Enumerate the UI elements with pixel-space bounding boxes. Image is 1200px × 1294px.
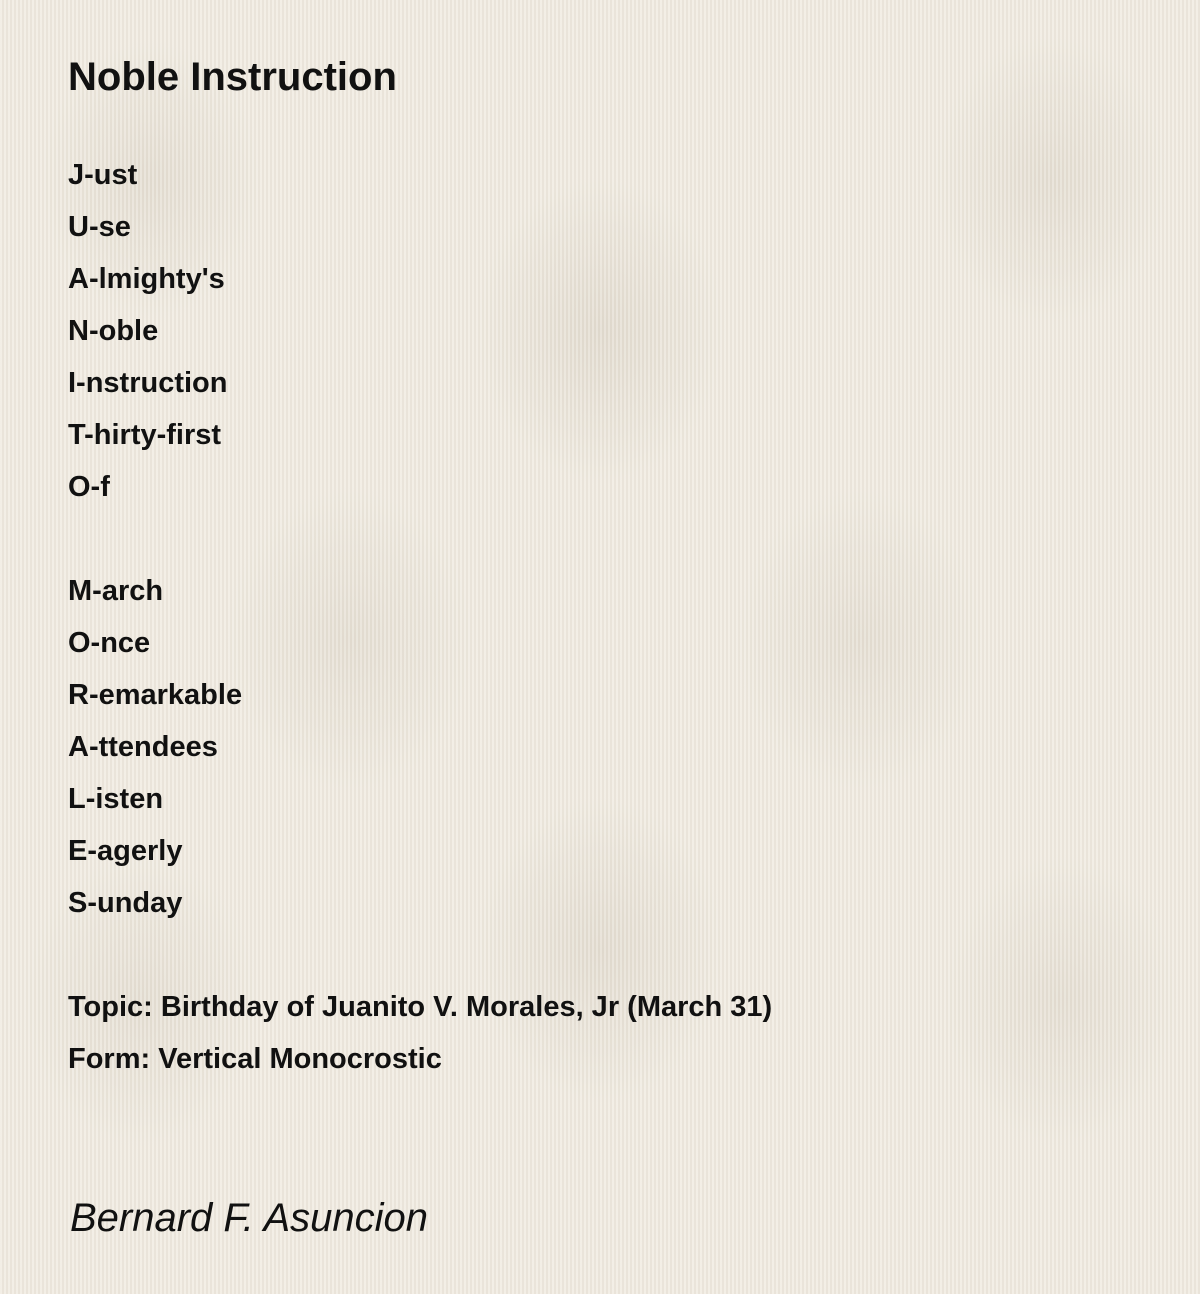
poem-line: A-ttendees: [68, 731, 218, 763]
poem-form: Form: Vertical Monocrostic: [68, 1043, 442, 1075]
poem-line: O-nce: [68, 627, 151, 659]
stanza-2: [68, 565, 242, 929]
stanza-gap: [68, 513, 242, 565]
poem-line: T-hirty-first: [68, 419, 222, 451]
poem-line: M-arch: [68, 575, 164, 607]
poem-line: I-nstruction: [68, 367, 228, 399]
poem-title: Noble Instruction: [68, 55, 397, 99]
poem-notes: [68, 981, 772, 1085]
poem-topic: Topic: Birthday of Juanito V. Morales, Jr (March 31): [68, 991, 773, 1023]
poem-body: [68, 149, 242, 929]
poem-line: E-agerly: [68, 835, 183, 867]
poem-author: Bernard F. Asuncion: [70, 1196, 428, 1240]
stanza-1: [68, 149, 242, 513]
poem-line: R-emarkable: [68, 679, 243, 711]
poem-line: N-oble: [68, 315, 159, 347]
poem-line: O-f: [68, 471, 110, 503]
poem-line: A-lmighty's: [68, 263, 225, 295]
poem-line: L-isten: [68, 783, 164, 815]
poem-line: J-ust: [68, 159, 138, 191]
poem-line: S-unday: [68, 887, 183, 919]
poem-line: U-se: [68, 211, 131, 243]
